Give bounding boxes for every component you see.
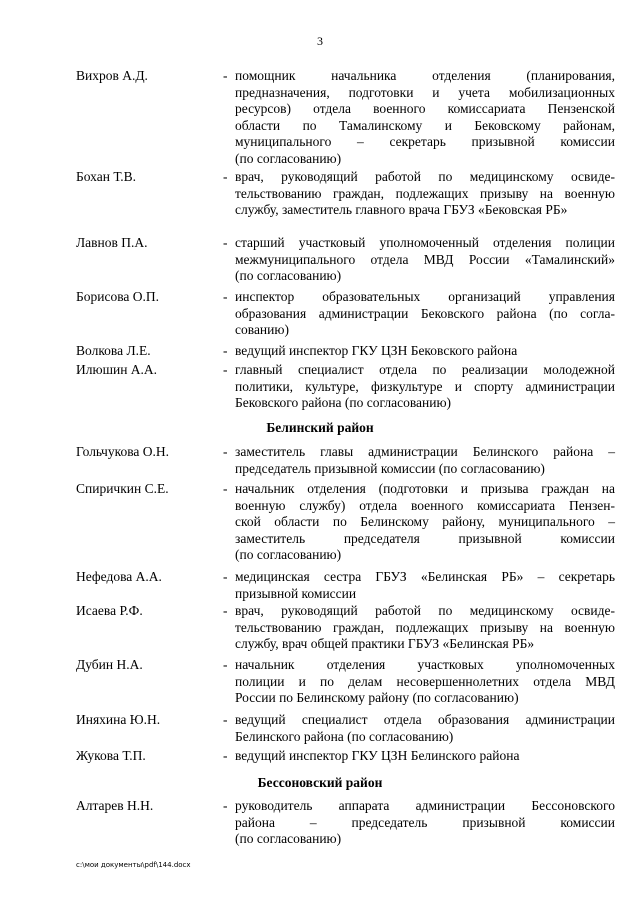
role-line: председатель призывной комиссии (по согласованию)	[235, 460, 545, 476]
role-line: инспектор образовательных организаций управления	[235, 289, 615, 304]
member-name: Волкова Л.Е.	[76, 343, 151, 358]
section-heading-bessonovsky: Бессоновский район	[257, 775, 383, 790]
member-name: Иняхина Ю.Н.	[76, 712, 161, 727]
dash: -	[223, 748, 228, 763]
member-role	[235, 569, 615, 602]
role-line: (по согласованию)	[235, 150, 342, 166]
dash: -	[223, 362, 228, 377]
member-name: Исаева Р.Ф.	[76, 603, 143, 618]
dash: -	[223, 343, 228, 358]
dash: -	[223, 169, 228, 184]
role-line: врач, руководящий работой по медицинскому освиде-	[235, 603, 615, 618]
member-name: Нефедова А.А.	[76, 569, 162, 584]
member-name: Спиричкин С.Е.	[76, 481, 169, 496]
member-role	[235, 235, 615, 285]
dash: -	[223, 444, 228, 459]
role-line: полиции и по делам несовершеннолетних отдела МВД	[235, 673, 615, 689]
dash: -	[223, 712, 228, 727]
member-name: Бохан Т.В.	[76, 169, 136, 184]
role-line: муниципального – секретарь призывной комиссии	[235, 134, 615, 149]
role-line: старший участковый уполномоченный отделения полиции	[235, 235, 615, 250]
role-line: ведущий инспектор ГКУ ЦЗН Белинского района	[235, 748, 520, 763]
member-role	[235, 362, 615, 412]
role-line: (по согласованию)	[235, 831, 342, 846]
role-line: политики, культуре, физкультуре и спорту администрации	[235, 378, 615, 394]
dash: -	[223, 481, 228, 496]
role-line: предназначения, подготовки и учета мобилизационных	[235, 84, 615, 100]
role-line: Белинского района (по согласованию)	[235, 728, 454, 744]
member-name: Гольчукова О.Н.	[76, 444, 170, 459]
dash: -	[223, 235, 228, 250]
role-line: тельствованию граждан, подлежащих призыву на военную	[235, 619, 615, 635]
dash: -	[223, 68, 228, 83]
role-line: ведущий специалист отдела образования администрации	[235, 712, 615, 727]
role-line: образования администрации Бековского района (по согла-	[235, 305, 615, 321]
member-role	[235, 68, 615, 167]
role-line: области по Тамалинскому и Бековскому районам,	[235, 117, 615, 133]
member-name: Илюшин А.А.	[76, 362, 158, 377]
page-number: 3	[317, 34, 323, 48]
role-line: главный специалист отдела по реализации молодежной	[235, 362, 615, 377]
member-role	[235, 169, 615, 219]
role-line: заместитель главы администрации Белинского района –	[235, 444, 615, 459]
footer-file-path: c:\мои документы\pdf\144.docx	[76, 861, 191, 869]
role-line: ской области по Белинскому району, муниципального –	[235, 514, 615, 529]
role-line: заместитель председателя призывной комиссии	[235, 530, 615, 546]
role-line: ресурсов) отдела военного комиссариата Пензенской	[235, 101, 615, 116]
role-line: медицинская сестра ГБУЗ «Белинская РБ» – секретарь	[235, 569, 615, 584]
member-role	[235, 603, 615, 653]
role-line: (по согласованию)	[235, 268, 342, 283]
role-line: сованию)	[235, 322, 289, 337]
role-line: Бековского района (по согласованию)	[235, 395, 452, 410]
role-line: врач, руководящий работой по медицинскому освиде-	[235, 169, 615, 184]
role-line: руководитель аппарата администрации Бессоновского	[235, 798, 615, 813]
member-role	[235, 343, 615, 360]
dash: -	[223, 798, 228, 813]
role-line: службу, заместитель главного врача ГБУЗ «Бековская РБ»	[235, 202, 568, 217]
dash: -	[223, 603, 228, 618]
member-role	[235, 481, 615, 564]
role-line: военную службу) отдела военного комиссариата Пензен-	[235, 497, 615, 513]
dash: -	[223, 569, 228, 584]
role-line: призывной комиссии	[235, 585, 357, 601]
member-role	[235, 798, 615, 848]
member-name: Вихров А.Д.	[76, 68, 148, 83]
role-line: ведущий инспектор ГКУ ЦЗН Бековского района	[235, 343, 518, 358]
member-role	[235, 444, 615, 477]
role-line: помощник начальника отделения (планирования,	[235, 68, 615, 83]
member-role	[235, 748, 615, 765]
role-line: России по Белинскому району (по согласованию)	[235, 690, 519, 705]
dash: -	[223, 657, 228, 672]
member-name: Борисова О.П.	[76, 289, 160, 304]
member-role	[235, 712, 615, 745]
member-name: Дубин Н.А.	[76, 657, 143, 672]
section-heading-belinsky: Белинский район	[266, 420, 374, 435]
member-name: Жукова Т.П.	[76, 748, 146, 763]
role-line: межмуниципального отдела МВД России «Тамалинский»	[235, 251, 615, 267]
member-role	[235, 289, 615, 339]
dash: -	[223, 289, 228, 304]
role-line: тельствованию граждан, подлежащих призыву на военную	[235, 185, 615, 201]
role-line: начальник отделения (подготовки и призыва граждан на	[235, 481, 615, 496]
role-line: службу, врач общей практики ГБУЗ «Белинская РБ»	[235, 636, 535, 651]
role-line: (по согласованию)	[235, 547, 342, 562]
role-line: района – председатель призывной комиссии	[235, 814, 615, 830]
member-name: Лавнов П.А.	[76, 235, 148, 250]
member-name: Алтарев Н.Н.	[76, 798, 154, 813]
member-role	[235, 657, 615, 707]
role-line: начальник отделения участковых уполномоченных	[235, 657, 615, 672]
